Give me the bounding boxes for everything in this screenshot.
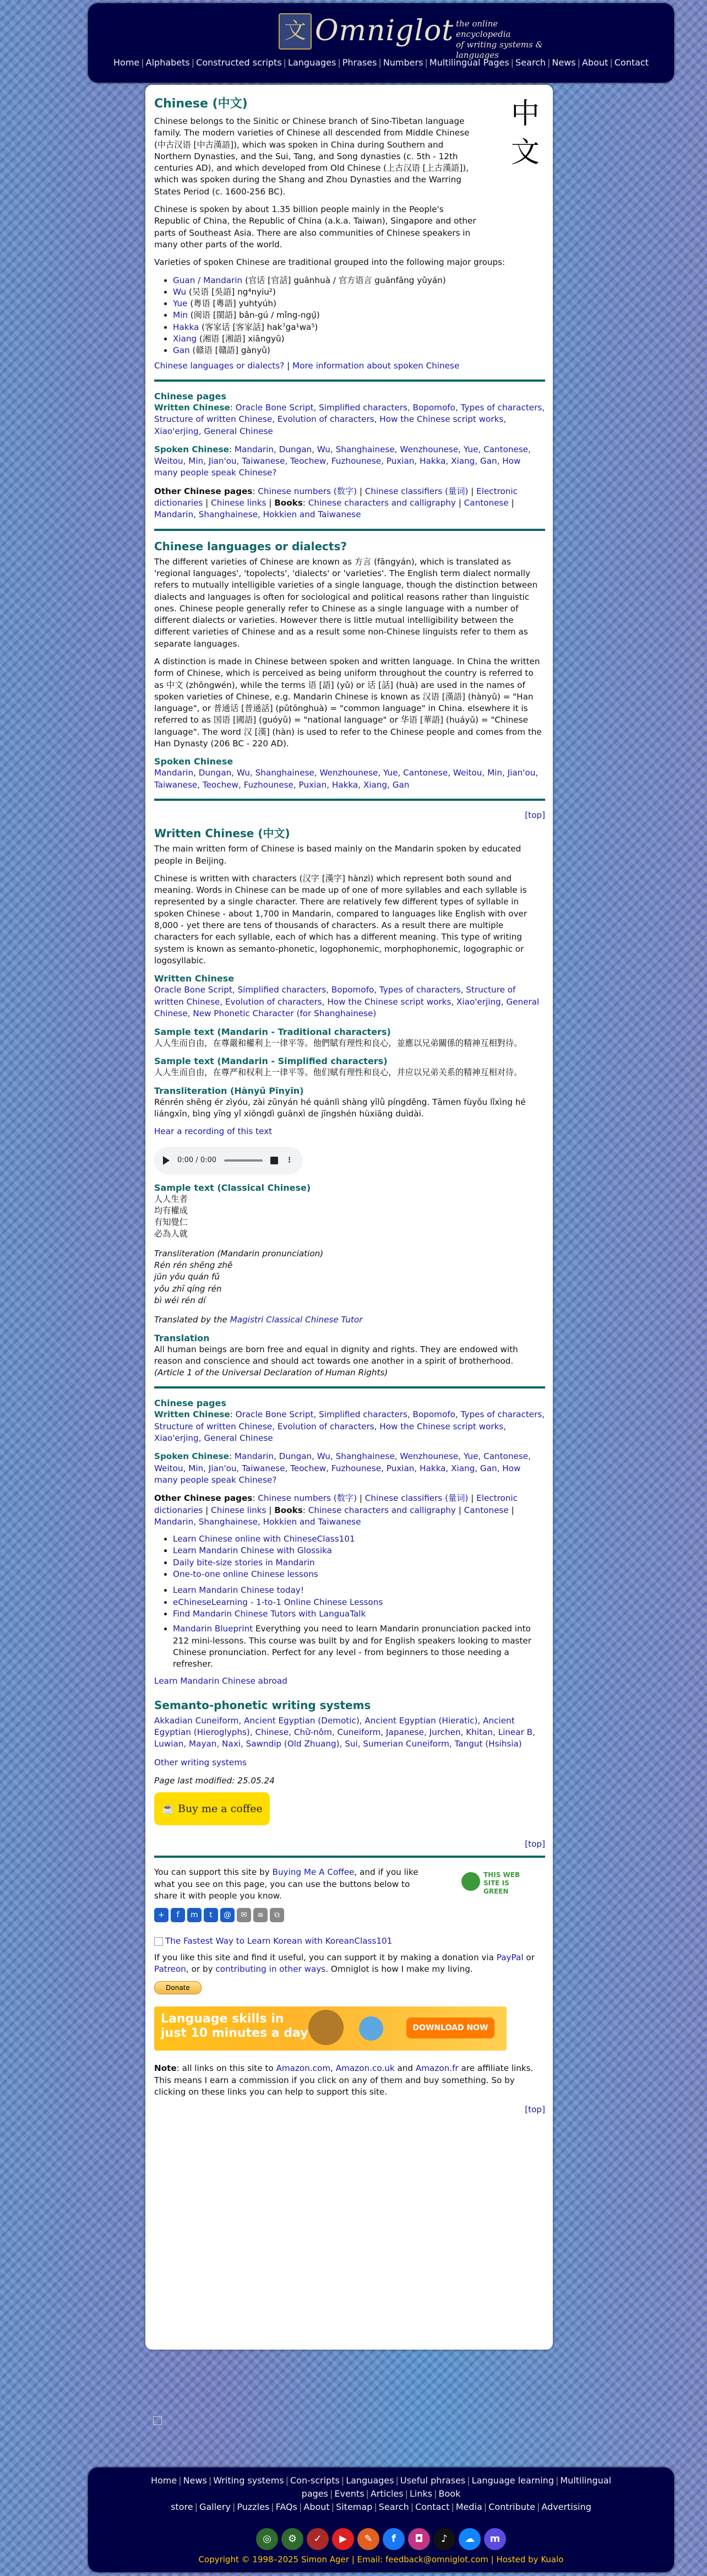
donation-or: or [523,1952,535,1962]
volume-icon[interactable] [270,1157,278,1164]
intro-paragraph-2: Chinese is spoken by about 1.35 billion people mainly in the People's Republic of China, the Republic of China (a.k.a. Taiwan), Singapore and other parts of Southeast Asia. There are also communities of Chinese speakers in many other parts of the world. [154,204,476,250]
other-writing-systems-link[interactable]: Other writing systems [154,1757,247,1767]
mandarin-blueprint-link[interactable]: Mandarin Blueprint [173,1624,253,1634]
char-zhong: 中 [510,97,540,131]
variety-item [173,333,545,345]
note-text-b: are affiliate links. This means I earn a commission if you click on any of them and buy something. So by clicking on these links you can help to support this site. [154,2063,534,2097]
tagline-line-1: the online encyclopedia [456,19,511,39]
footer-link-media[interactable]: Media [455,2502,482,2512]
green-badge-text: THIS WEB SITE IS GREEN [483,1871,520,1896]
share-icon[interactable]: t [204,1908,218,1922]
variety-link[interactable]: Min [173,310,188,321]
footer-link-gallery[interactable]: Gallery [199,2502,231,2512]
nav-separator: | [141,57,144,68]
nav-link-contact[interactable]: Contact [614,57,649,68]
copyright-text: Copyright © 1998–2025 Simon Ager | Email: [198,2555,385,2564]
resource-link[interactable]: eChineseLearning - 1-to-1 Online Chinese Lessons [173,1597,383,1607]
spoken-chinese-label: Spoken Chinese [154,444,229,454]
written-chinese-subheading: Written Chinese [154,973,235,984]
classical-line: 必為人就 [154,1229,188,1239]
blueprint-list [154,1623,545,1670]
buy-me-a-coffee-button[interactable] [154,1792,270,1825]
paypal-link[interactable]: PayPal [496,1952,524,1962]
contributing-link[interactable]: contributing in other ways [215,1964,326,1974]
host-link[interactable]: Kualo [541,2555,564,2564]
variety-details: (官话 [官話] guānhuà / 官方语言 guānfāng yǔyán) [242,275,446,285]
nav-link-languages[interactable]: Languages [288,57,336,68]
social-icon[interactable]: f [383,2528,405,2550]
footer-link-search[interactable]: Search [378,2502,409,2512]
social-icon[interactable]: ☁ [459,2528,481,2550]
footer-link-articles[interactable]: Articles [370,2488,404,2499]
books-link[interactable]: Chinese characters and calligraphy [308,498,456,508]
nav-link-home[interactable]: Home [113,57,140,68]
footer-link-news[interactable]: News [183,2475,207,2486]
variety-item [173,345,545,356]
banner-line-1: Language skills in [161,2012,284,2026]
chinese-numbers-link[interactable]: Chinese numbers (数字) [258,486,357,496]
share-icon[interactable]: ≡ [253,1908,268,1922]
nav-separator: | [395,2475,399,2486]
classical-translit-line: yǒu zhī qíng rén [154,1283,222,1294]
site-footer [88,2467,674,2572]
nav-separator: | [298,2502,302,2512]
classical-sample-heading: Sample text (Classical Chinese) [154,1182,311,1193]
nav-separator: | [232,2502,236,2512]
variety-details: (闽语 [閩語] bân-gú / mǐng-ngṳ̄) [187,310,320,321]
nav-separator: | [483,2502,487,2512]
list-spacer [173,1580,545,1585]
sample-simplified-text: 人人生而自由，在尊严和权利上一律平等。他们赋有理性和良心，并应以兄弟关系的精神互相对待。 [154,1067,523,1078]
nav-separator: | [208,2475,212,2486]
resource-link[interactable]: One-to-one online Chinese lessons [173,1569,318,1580]
donation-text-b: , or by [186,1964,216,1974]
footer-link-book-store[interactable]: Book store [171,2488,461,2512]
resource-link[interactable]: Daily bite-size stories in Mandarin [173,1557,315,1568]
cantonese-books-link[interactable]: Cantonese [464,1505,509,1515]
classical-translit [154,1260,545,1306]
nav-separator: | [410,2502,414,2512]
nav-separator: | [467,2475,470,2486]
dialects-paragraph-1: The different varieties of Chinese are known as 方言 (fāngyán), which is translated as 'regional languages', 'topolects', 'dialects' or 'varieties'. The English term dialect normally refers to mutually intelligible varieties of a single language, though the distinction between dialects and languages is often for sociological and political reasons rather than linguistic ones. Chinese people generally refer to Chinese as a single language with a number of different dialects or varieties. However there is little mutual intelligibility between the different varieties of Chinese and as a result some non-Chinese linguists refer to them as separate languages. [154,556,538,649]
social-icon[interactable]: ◎ [256,2528,278,2550]
chinese-links-link[interactable]: Chinese links [211,1505,267,1515]
support-text-a: You can support this site by [154,1867,273,1878]
social-icon[interactable]: ♪ [433,2528,455,2550]
written-chinese-heading: Written Chinese (中文) [154,827,290,840]
amazon-com-link[interactable]: Amazon.com [276,2063,331,2074]
footer-link-puzzles[interactable]: Puzzles [237,2502,270,2512]
broken-image-icon [154,1937,163,1946]
affiliate-note: Note: all links on this site to Amazon.com, Amazon.co.uk and Amazon.fr are affiliate links. This means I earn a commission if you click on any of them and buy something. So by clicking on these links you can help to support this site. [154,2063,534,2097]
share-icon[interactable]: ✉ [237,1908,251,1922]
variety-details: (赣语 [贛語] gànyǔ) [189,345,270,356]
nav-separator: | [434,2488,437,2499]
page-title: Chinese (中文) [154,97,248,111]
nav-link-multilingual-pages[interactable]: Multilingual Pages [429,57,509,68]
variety-item [173,322,545,333]
nav-separator: | [378,57,382,68]
broken-image-icon [153,2416,162,2425]
footer-link-links[interactable]: Links [409,2488,433,2499]
footer-link-con-scripts[interactable]: Con-scripts [290,2475,340,2486]
nav-separator: | [405,2488,408,2499]
footer-link-languages[interactable]: Languages [346,2475,394,2486]
classical-translit-label: Transliteration (Mandarin pronunciation) [154,1248,324,1259]
translated-by-prefix: Translated by the [154,1315,230,1325]
tagline-line-2: of writing systems & languages [456,40,543,60]
donate-button[interactable]: Donate [154,1981,202,1994]
copyright [88,2555,674,2564]
note-text-a: : all links on this site to [176,2063,276,2074]
learn-abroad-link[interactable]: Learn Mandarin Chinese abroad [154,1676,287,1686]
nav-link-news[interactable]: News [552,57,576,68]
footer-link-about[interactable]: About [303,2502,330,2512]
books-link[interactable]: Chinese characters and calligraphy [308,1505,456,1515]
nav-separator: | [285,2475,289,2486]
magistri-tutor-link[interactable]: Magistri Classical Chinese Tutor [230,1315,363,1325]
footer-link-advertising[interactable]: Advertising [541,2502,591,2512]
blueprint-description: Everything you need to learn Mandarin pronunciation packed into 212 mini-lessons. This course was built by and for English speakers looking to master Chinese pronunciation. Perfect for any level - from beginners to those needing a refresher. [173,1624,532,1669]
audio-player[interactable] [154,1147,303,1174]
written-chinese-label: Written Chinese [154,1409,230,1420]
sample-traditional-heading: Sample text (Mandarin - Traditional characters) [154,1027,391,1038]
footer-link-faqs[interactable]: FAQs [275,2502,297,2512]
variety-item [173,298,545,310]
written-chinese-links[interactable]: Oracle Bone Script, Simplified characters, Bopomofo, Types of characters, Structure of written Chinese, Evolution of characters, How the Chinese script works, Xiao'erjing, General Chinese [154,402,545,436]
site-tagline [456,19,551,61]
other-pages-label: Other Chinese pages [154,1493,253,1504]
footer-link-multilingual-pages[interactable]: Multilingual pages [301,2475,612,2499]
owl-mascot-icon [308,2010,344,2045]
link-separator: | [284,360,293,371]
chinese-links-link[interactable]: Chinese links [211,498,267,508]
sample-traditional-text: 人人生而自由，在尊嚴和權利上一律平等。他們賦有理性和良心，並應以兄弟關係的精神互相對待。 [154,1038,523,1049]
donation-text-a: If you like this site and find it useful, you can support it by making a donation via [154,1952,497,1962]
variety-link[interactable]: Wu [173,286,187,297]
mandarin-books-link[interactable]: Mandarin, Shanghainese, Hokkien and Taiwanese [154,1516,361,1527]
resource-link[interactable]: Find Mandarin Chinese Tutors with LanguaTalk [173,1608,366,1619]
footer-link-contribute[interactable]: Contribute [488,2502,535,2512]
cantonese-books-link[interactable]: Cantonese [464,498,509,508]
koreanclass101-link[interactable]: The Fastest Way to Learn Korean with KoreanClass101 [165,1936,393,1946]
electronic-dictionaries-link[interactable]: Electronic dictionaries [154,1493,518,1515]
transliteration-text: Rénrén shēng ér zìyóu, zài zūnyán hé quánlì shàng yīlǜ píngděng. Tāmen fùyǒu lǐxìng hé liángxīn, bìng yīng yǐ xiōngdì guānxì de jīngshén hùxiāng duìdài. [154,1097,526,1119]
nav-separator: | [366,2488,369,2499]
section-divider [154,1856,545,1858]
classical-translit-line: Rén rén shēng zhě [154,1260,233,1271]
nav-link-search[interactable]: Search [515,57,546,68]
resource-link[interactable]: Learn Chinese online with ChineseClass101 [173,1534,355,1544]
written-paragraph-2: Chinese is written with characters (汉字 [漢字] hànzì) which represent both sound and meaning. Words in Chinese can be made up of one of more syllables and each syllable is represented by a single character. There are relatively few different types of syllable in spoken Chinese - about 1,700 in Mandarin, compared to languages like English with over 8,000 - yet there are tens of thousands of characters. As a result there are multiple characters for each syllable, each of which has a different meaning. This type of writing system is known as semanto-phonetic, logophonemic, morphophonemic, logographic or logosyllabic. [154,873,527,966]
variety-item [173,275,545,286]
classical-line: 有知覺仁 [154,1217,188,1228]
spoken-chinese-heading: Spoken Chinese [154,756,233,767]
sample-simplified-heading: Sample text (Mandarin - Simplified characters) [154,1056,388,1067]
variety-details: (粤语 [粵語] yuhtyúh) [187,299,276,309]
amazon-fr-link[interactable]: Amazon.fr [415,2063,459,2074]
nav-separator: | [331,2502,335,2512]
section-divider [154,379,545,382]
language-ad-banner[interactable] [154,2006,507,2051]
nav-separator: | [178,2475,182,2486]
variety-link[interactable]: Hakka [173,322,199,332]
chinese-pages-box: Chinese pages Written Chinese: Oracle Bone Script, Simplified characters, Bopomofo, Types of characters, Structure of written Chinese, Evolution of characters, How the Chinese script works, Xiao'erjing, General Chinese Spoken Chinese: Mandarin, Dungan, Wu, Shanghainese, Wenzhounese, Yue, Cantonese, Weitou, Min, Jian'ou, Taiwanese, Teochew, Fuzhounese, Puxian, Hakka, Xiang, Gan, How many people speak Chinese? Other Chinese pages: Chinese numbers (数字) | Chinese classifiers (量词) | Electronic dictionaries | Chinese links | Books: Chinese characters and calligraphy | Cantonese | Mandarin, Shanghainese, Hokkien and Taiwanese [154,391,545,520]
spoken-varieties-links [154,767,545,791]
main-content [145,85,553,2350]
variety-link[interactable]: Gan [173,345,190,356]
semanto-phonetic-heading: Semanto-phonetic writing systems [154,1698,371,1712]
nav-separator: | [610,57,613,68]
chinese-pages-heading: Chinese pages [154,391,226,402]
dialects-paragraph-2: A distinction is made in Chinese between spoken and written language. In China the written form of Chinese, which is perceived as being uniform throughout the country is referred to as 中文 (zhōngwén), while the terms 语 [語] (yǔ) or 话 [話] (huà) are used in the names of spoken varieties of Chinese, e.g. Mandarin Chinese is known as 汉语 [漢語] (hànyǔ) = "Han language", or 普通话 [普通話] (pǔtōnghuà) = "common language" in China. elsewhere it is referred to as 国语 [國語] (guóyǔ) = "national language" or 华语 [華語] (huáyǔ) = "Chinese language". The word 汉 [漢] (hàn) is used to refer to the Chinese people and comes from the Han Dynasty (206 BC - 220 AD). [154,656,542,749]
books-label: Books [274,498,303,508]
nav-separator: | [577,57,581,68]
spoken-chinese-links[interactable]: Mandarin, Dungan, Wu, Shanghainese, Wenzhounese, Yue, Cantonese, Weitou, Min, Jian'ou, Taiwanese, Teochew, Fuzhounese, Puxian, Hakka, Xiang, Gan, How many people speak Chinese? [154,444,531,478]
list-item [173,1545,545,1557]
social-icon[interactable]: ✓ [307,2528,329,2550]
support-text-b: , and if you like what you see on this page, you can use the buttons below to share it with people you know. [154,1867,418,1901]
section-divider [154,1386,545,1389]
list-item [173,1533,545,1545]
nav-separator: | [194,2502,198,2512]
intro-paragraph-3: Varieties of spoken Chinese are traditional grouped into the following major groups: [154,257,505,268]
written-chinese-label: Written Chinese [154,402,230,413]
top-navigation [88,57,674,68]
variety-details: (湘语 [湘語] xiāngyǔ) [197,334,285,344]
spoken-chinese-links[interactable]: Mandarin, Dungan, Wu, Shanghainese, Wenzhounese, Yue, Cantonese, Weitou, Min, Jian'ou, Taiwanese, Teochew, Fuzhounese, Puxian, Hakka, Xiang, Gan, How many people speak Chinese? [154,1451,531,1485]
mandarin-books-link[interactable]: Mandarin, Shanghainese, Hokkien and Taiwanese [154,509,361,520]
coffee-label: Buy me a coffee [177,1803,263,1815]
social-icon[interactable]: ◘ [408,2528,430,2550]
footer-link-useful-phrases[interactable]: Useful phrases [400,2475,466,2486]
electronic-dictionaries-link[interactable]: Electronic dictionaries [154,486,518,508]
nav-separator: | [271,2502,274,2512]
social-icon[interactable]: ▶ [332,2528,354,2550]
nav-separator: | [451,2502,454,2512]
nav-link-alphabets[interactable]: Alphabets [145,57,190,68]
nav-link-about[interactable]: About [582,57,608,68]
variety-link[interactable]: Xiang [173,334,197,344]
intro-paragraph-1: Chinese belongs to the Sinitic or Chinese branch of Sino-Tibetan language family. The modern varieties of Chinese all descended from Middle Chinese (中古汉语 [中古漢語]), which was spoken in China during Southern and Northern Dynasties, and the Sui, Tang, and Song dynasties (c. 5th - 12th centuries AD), and which developed from Old Chinese (上古汉语 [上古漢語]), which was spoken during the Shang and Zhou Dynasties and the Warring States Period (c. 1600-256 BC). [154,116,470,197]
section-divider [154,529,545,531]
nav-link-constructed-scripts[interactable]: Constructed scripts [196,57,282,68]
play-icon[interactable] [163,1156,170,1165]
nav-separator: | [374,2502,377,2512]
list-item [173,1623,545,1670]
classical-line: 人人生者 [154,1194,188,1204]
resource-link[interactable]: Learn Mandarin Chinese today! [173,1585,304,1596]
section-divider [154,799,545,801]
footer-link-language-learning[interactable]: Language learning [471,2475,554,2486]
chinese-numbers-link[interactable]: Chinese numbers (数字) [258,1493,357,1504]
footer-link-events[interactable]: Events [334,2488,365,2499]
spoken-chinese-info-link[interactable]: More information about spoken Chinese [292,360,460,371]
nav-separator: | [338,57,341,68]
donation-text-c: . Omniglot is how I make my living. [325,1964,473,1974]
social-icons [88,2528,674,2550]
written-chinese-links[interactable]: Oracle Bone Script, Simplified characters, Bopomofo, Types of characters, Structure of written Chinese, Evolution of characters, How the Chinese script works, Xiao'erjing, General Chinese [154,1409,545,1444]
footer-link-sitemap[interactable]: Sitemap [336,2502,373,2512]
other-pages-label: Other Chinese pages [154,486,253,496]
back-to-top-link[interactable]: [top] [525,810,545,820]
list-item [173,1608,545,1620]
more-options-icon[interactable]: ⋮ [286,1156,293,1164]
list-item [173,1597,545,1608]
footer-navigation [105,2474,657,2514]
footer-link-home[interactable]: Home [150,2475,177,2486]
donation-paragraph [154,1952,545,1976]
share-icon[interactable]: m [187,1908,202,1922]
classical-translit-line: jūn yǒu quán fǔ [154,1272,220,1282]
chinese-classifiers-link[interactable]: Chinese classifiers (量词) [365,486,469,496]
nav-separator: | [537,2502,540,2512]
list-item [173,1557,545,1569]
support-paragraph [154,1867,424,1902]
amazon-co-uk-link[interactable]: Amazon.co.uk [335,2063,395,2074]
green-website-badge[interactable] [457,1867,540,1900]
translated-by [154,1314,545,1326]
share-icon[interactable]: f [171,1908,185,1922]
books-label: Books [274,1505,303,1515]
classical-line: 均有權成 [154,1205,188,1216]
nav-separator: | [510,57,514,68]
recording-link[interactable]: Hear a recording of this text [154,1126,273,1137]
translation-source: (Article 1 of the Universal Declaration of Human Rights) [154,1368,388,1378]
social-icon[interactable]: ⚙ [281,2528,303,2550]
list-item [173,1569,545,1580]
banner-line-2: just 10 minutes a day [161,2026,308,2041]
buy-me-a-coffee-link[interactable]: Buying Me A Coffee [272,1867,355,1878]
banner-text [161,2012,308,2041]
translation-text: All human beings are born free and equal in dignity and rights. They are endowed with reason and conscience and should act towards one another in a spirit of brotherhood. [154,1344,518,1366]
note-label: Note [154,2063,177,2074]
nav-separator: | [329,2488,333,2499]
site-header [88,3,674,83]
chinese-pages-heading: Chinese pages [154,1398,226,1409]
spoken-chinese-label: Spoken Chinese [154,1451,229,1462]
email-link[interactable]: feedback@omniglot.com [385,2555,488,2564]
logo-text: Omniglot [315,14,454,47]
variety-item [173,310,545,321]
note-and: and [394,2063,416,2074]
variety-item [173,286,545,298]
nav-separator: | [555,2475,559,2486]
social-icon[interactable]: ✎ [357,2528,379,2550]
back-to-top-link[interactable]: [top] [525,1839,545,1850]
learning-resources-list [154,1533,545,1620]
share-icon[interactable]: ⧉ [270,1908,284,1922]
nav-separator: | [191,57,195,68]
classical-text [154,1194,545,1240]
chinese-classifiers-link[interactable]: Chinese classifiers (量词) [365,1493,469,1504]
variety-link[interactable]: Guan / Mandarin [173,275,243,285]
coffee-icon: ☕ [161,1803,178,1815]
list-item [173,1585,545,1596]
written-paragraph-1: The main written form of Chinese is based mainly on the Mandarin spoken by educated people in Beijing. [154,844,521,866]
nav-separator: | [547,57,551,68]
footer-link-contact[interactable]: Contact [415,2502,450,2512]
intro-links [154,360,545,372]
nav-link-phrases[interactable]: Phrases [342,57,377,68]
speech-bubble-icon [359,2016,383,2041]
share-icon[interactable]: + [154,1908,168,1922]
share-buttons [154,1908,545,1922]
dialects-heading: Chinese languages or dialects? [154,539,347,553]
page-last-modified: Page last modified: 25.05.24 [154,1775,275,1786]
hosted-by-text: | Hosted by [488,2555,541,2564]
char-wen: 文 [510,136,540,169]
nav-separator: | [425,57,428,68]
site-logo[interactable] [193,11,551,60]
audio-time: 0:00 / 0:00 [177,1156,217,1164]
nav-separator: | [283,57,287,68]
semanto-phonetic-links[interactable]: Akkadian Cuneiform, Ancient Egyptian (Demotic), Ancient Egyptian (Hieratic), Ancient Egyptian (Hieroglyphs), Chinese, Chữ-nôm, Cuneiform, Japanese, Jurchen, Khitan, Linear B, Luwian, Mayan, Naxi, Sawndip (Old Zhuang), Sui, Sumerian Cuneiform, Tangut (Hsihsia) [154,1715,535,1749]
chinese-pages-box-2: Chinese pages Written Chinese: Oracle Bone Script, Simplified characters, Bopomofo, Types of characters, Structure of written Chinese, Evolution of characters, How the Chinese script works, Xiao'erjing, General Chinese Spoken Chinese: Mandarin, Dungan, Wu, Shanghainese, Wenzhounese, Yue, Cantonese, Weitou, Min, Jian'ou, Taiwanese, Teochew, Fuzhounese, Puxian, Hakka, Xiang, Gan, How many people speak Chinese? Other Chinese pages: Chinese numbers (数字) | Chinese classifiers (量词) | Electronic dictionaries | Chinese links | Books: Chinese characters and calligraphy | Cantonese | Mandarin, Shanghainese, Hokkien and Taiwanese [154,1398,545,1527]
resource-link[interactable]: Learn Mandarin Chinese with Glossika [173,1545,332,1556]
variety-link[interactable]: Yue [173,299,188,309]
classical-translit-line: bì wéi rén dí [154,1295,206,1305]
back-to-top-link[interactable]: [top] [525,2105,545,2115]
transliteration-heading: Transliteration (Hànyǔ Pīnyīn) [154,1085,304,1096]
share-icon[interactable]: @ [220,1908,235,1922]
download-now-button[interactable]: DOWNLOAD NOW [406,2018,494,2038]
audio-seek-bar[interactable] [224,1159,263,1162]
spoken-varieties-link[interactable]: Mandarin, Dungan, Wu, Shanghainese, Wenzhounese, Yue, Cantonese, Weitou, Min, Jian'ou, Taiwanese, Teochew, Fuzhounese, Puxian, Hakka, Xiang, Gan [154,768,539,790]
varieties-list [154,275,545,357]
social-icon[interactable]: m [484,2528,506,2550]
languages-or-dialects-link[interactable]: Chinese languages or dialects? [154,360,285,371]
variety-details: (客家话 [客家話] hak⁷ga¹wa⁵) [199,322,318,332]
chinese-char-heading [511,95,540,172]
logo-glyph-icon: 文 [279,13,312,50]
footer-link-writing-systems[interactable]: Writing systems [213,2475,284,2486]
translation-heading: Translation [154,1332,210,1343]
written-chinese-pages-links[interactable]: Oracle Bone Script, Simplified characters, Bopomofo, Types of characters, Structure of written Chinese, Evolution of characters, How the Chinese script works, Xiao'erjing, General Chinese, New Phonetic Character (for Shanghainese) [154,985,540,1018]
nav-separator: | [341,2475,345,2486]
nav-link-numbers[interactable]: Numbers [383,57,423,68]
variety-details: (吴语 [吳語] ng⁴nyiu²) [186,286,276,297]
patreon-link[interactable]: Patreon [154,1964,186,1974]
